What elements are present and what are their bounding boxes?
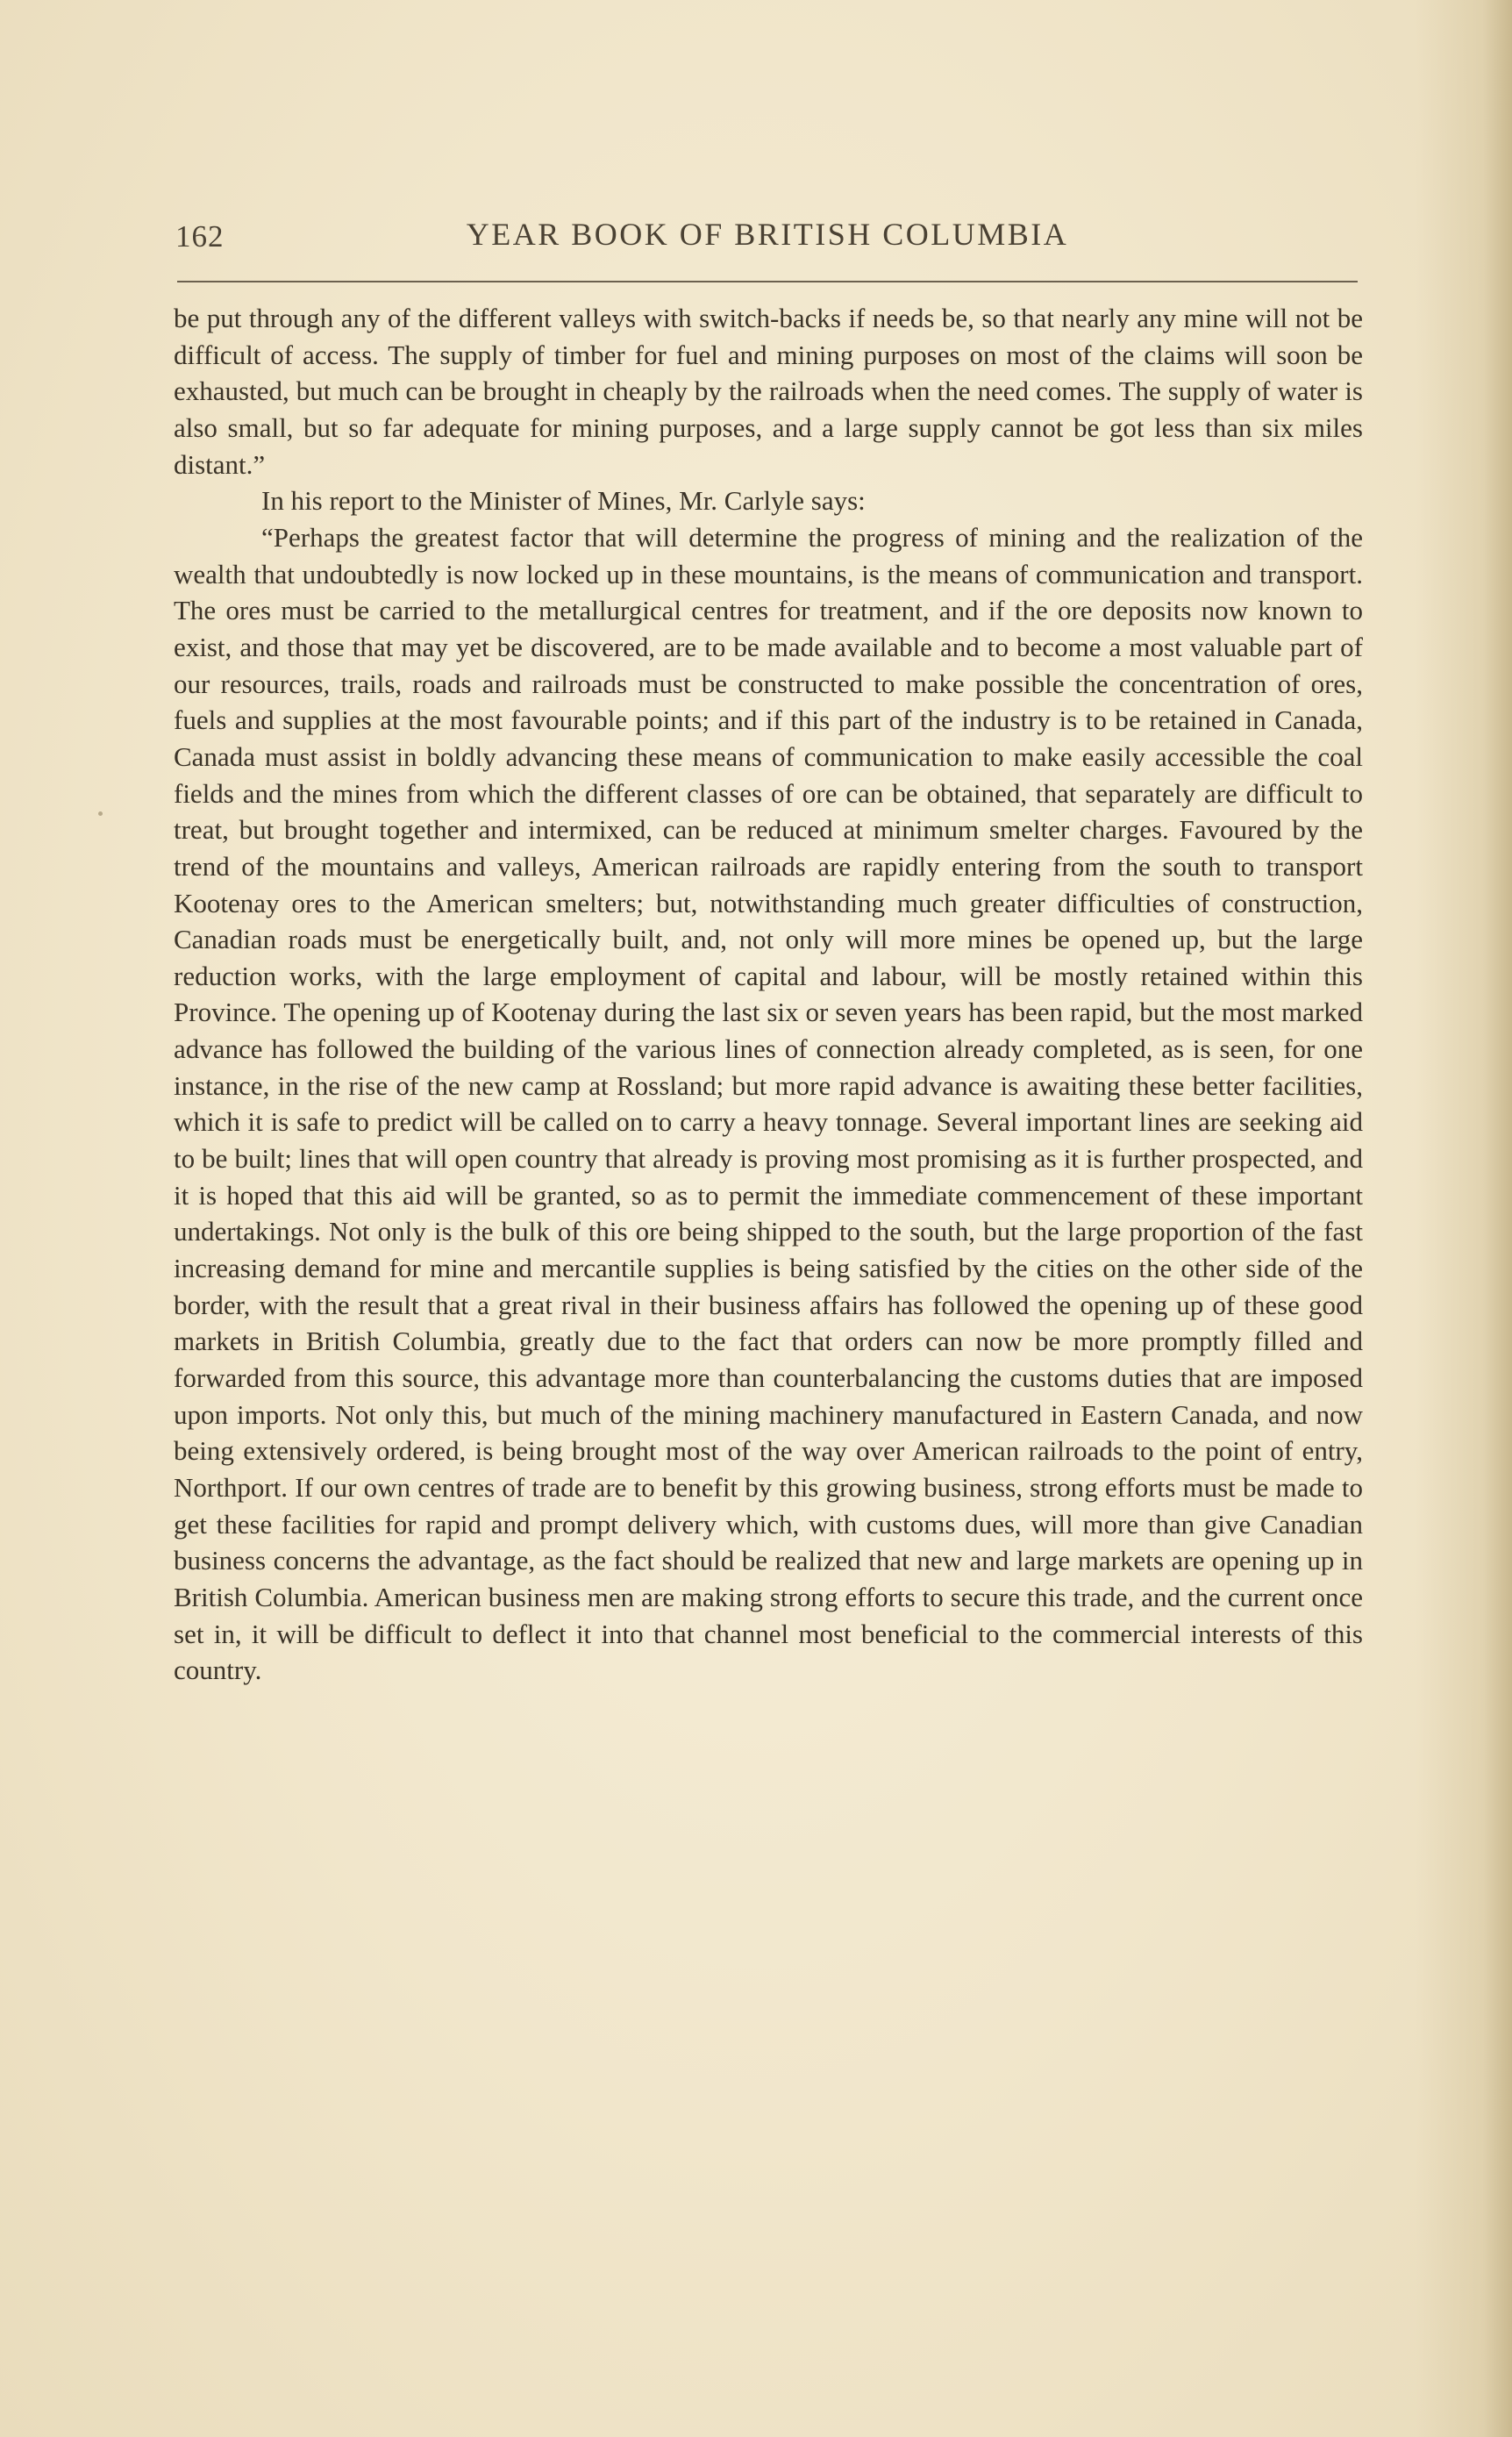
body-text xyxy=(174,300,1363,1689)
paragraph-report-intro: In his report to the Minister of Mines, Mr. Carlyle says: xyxy=(261,485,866,517)
paragraph-continuation: be put through any of the different valleys with switch-backs if needs be, so that nearly any mine will not be difficult of access. The supply of timber for fuel and mining purposes on most of the claims will soon be exhausted, but much can be brought in cheaply by the railroads when the need comes. The supply of water is also small, but so far adequate for mining purposes, and a large supply cannot be got less than six miles distant.” xyxy=(174,303,1363,480)
running-title: YEAR BOOK OF BRITISH COLUMBIA xyxy=(466,217,1069,252)
page-smudge xyxy=(98,811,103,816)
page-number: 162 xyxy=(175,219,225,254)
page-edge-shadow xyxy=(1416,0,1512,2437)
header-rule xyxy=(177,281,1358,282)
page-header xyxy=(175,212,1359,274)
paragraph-carlyle-quote: “Perhaps the greatest factor that will determine the progress of mining and the realization of the wealth that undoubtedly is now locked up in these mountains, is the means of communication and transport. The ores must be carried to the metallurgical centres for treatment, and if the ore deposits now known to exist, and those that may yet be discovered, are to be made available and to become a most valuable part of our resources, trails, roads and railroads must be constructed to make possible the concentration of ores, fuels and supplies at the most favourable points; and if this part of the industry is to be retained in Canada, Canada must assist in boldly advancing these means of communication to make easily accessible the coal fields and the mines from which the different classes of ore can be obtained, that separately are difficult to treat, but brought together and intermixed, can be reduced at minimum smelter charges. Favoured by the trend of the mountains and valleys, American railroads are rapidly entering from the south to transport Kootenay ores to the American smelters; but, notwithstanding much greater difficulties of construction, Canadian roads must be energetically built, and, not only will more mines be opened up, but the large reduction works, with the large employment of capital and labour, will be mostly retained within this Province. The opening up of Kootenay during the last six or seven years has been rapid, but the most marked advance has followed the building of the various lines of connection already completed, as is seen, for one instance, in the rise of the new camp at Rossland; but more rapid advance is awaiting these better facilities, which it is safe to predict will be called on to carry a heavy tonnage. Several important lines are seeking aid to be built; lines that will open country that already is proving most promising as it is further prospected, and it is hoped that this aid will be granted, so as to permit the immediate commencement of these important undertakings. Not only is the bulk of this ore being shipped to the south, but the large proportion of the fast increasing demand for mine and mercantile supplies is being satisfied by the cities on the other side of the border, with the result that a great rival in their business affairs has followed the opening up of these good markets in British Columbia, greatly due to the fact that orders can now be more promptly filled and forwarded from this source, this advantage more than counterbalancing the customs duties that are imposed upon imports. Not only this, but much of the mining machinery manufactured in Eastern Canada, and now being extensively ordered, is being brought most of the way over American railroads to the point of entry, Northport. If our own centres of trade are to benefit by this growing business, strong efforts must be made to get these facilities for rapid and prompt delivery which, with customs dues, will more than give Canadian business concerns the advantage, as the fact should be realized that new and large markets are opening up in British Columbia. American business men are making strong efforts to secure this trade, and the current once set in, it will be difficult to deflect it into that channel most beneficial to the commercial interests of this country. xyxy=(174,521,1363,1686)
